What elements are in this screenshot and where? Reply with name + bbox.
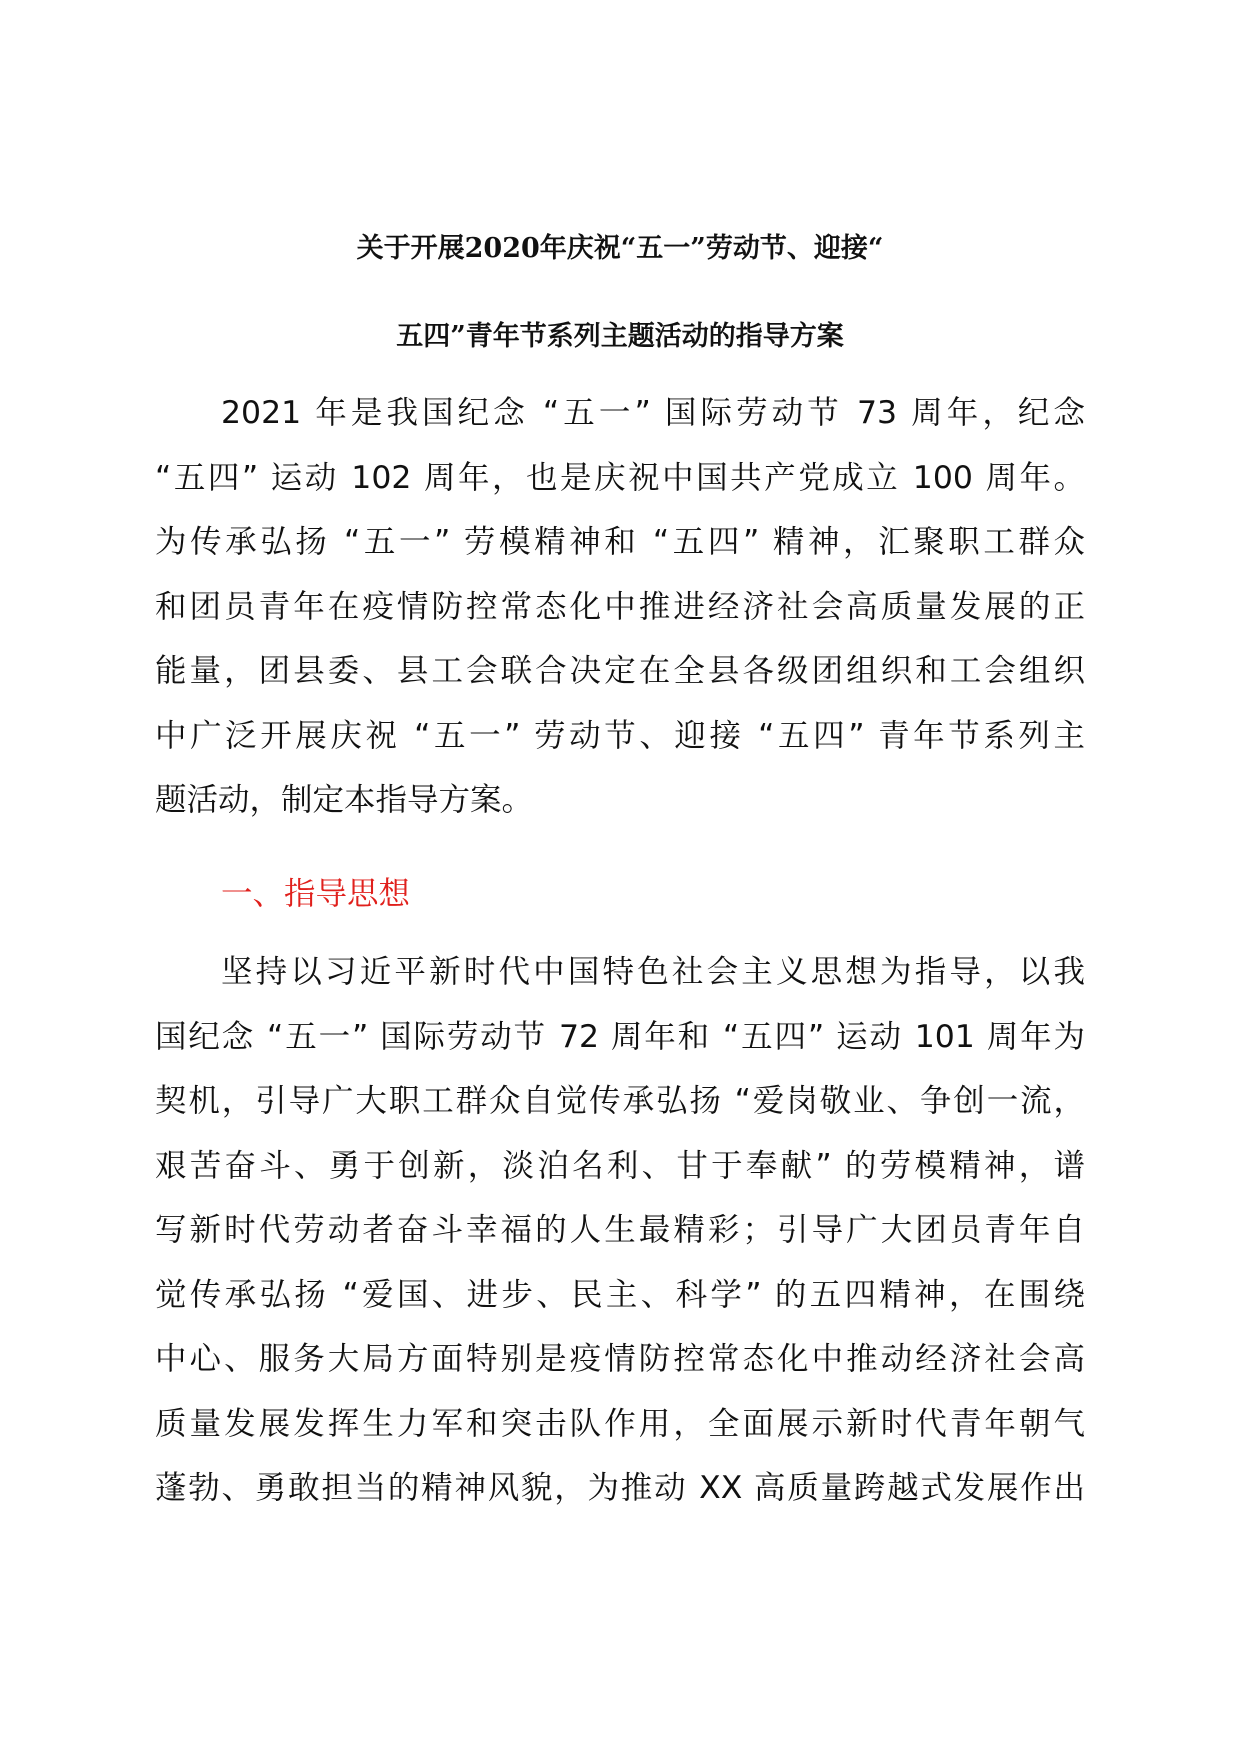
paragraph-line: 为传承弘扬 “五一” 劳模精神和 “五四” 精神，汇聚职工群众	[155, 524, 1085, 560]
paragraph-line: 国纪念 “五一” 国际劳动节 72 周年和 “五四” 运动 101 周年为	[155, 1018, 1085, 1055]
paragraph-line: 和团员青年在疫情防控常态化中推进经济社会高质量发展的正	[155, 588, 1085, 625]
paragraph-intro	[155, 381, 1085, 833]
paragraph-line: 能量，团县委、县工会联合决定在全县各级团组织和工会组织	[155, 653, 1085, 689]
paragraph-line: “五四” 运动 102 周年，也是庆祝中国共产党成立 100 周年。	[155, 459, 1085, 496]
paragraph-guiding-ideology	[155, 940, 1085, 1521]
paragraph-line: 题活动，制定本指导方案。	[155, 782, 534, 818]
document-title-line-1: 关于开展2020年庆祝“五一”劳动节、迎接“	[356, 233, 884, 264]
paragraph-line: 质量发展发挥生力军和突击队作用，全面展示新时代青年朝气	[155, 1405, 1085, 1442]
paragraph-line: 艰苦奋斗、勇于创新，淡泊名利、甘于奉献” 的劳模精神，谱	[155, 1147, 1085, 1184]
paragraph-line: 2021 年是我国纪念 “五一” 国际劳动节 73 周年，纪念	[221, 395, 1085, 431]
paragraph-line: 契机，引导广大职工群众自觉传承弘扬 “爱岗敬业、争创一流，	[155, 1083, 1085, 1119]
paragraph-line: 写新时代劳动者奋斗幸福的人生最精彩；引导广大团员青年自	[155, 1212, 1085, 1248]
paragraph-line: 中广泛开展庆祝 “五一” 劳动节、迎接 “五四” 青年节系列主	[155, 717, 1085, 754]
paragraph-line: 觉传承弘扬 “爱国、进步、民主、科学” 的五四精神，在围绕	[155, 1276, 1085, 1313]
section-heading-guiding-ideology: 一、指导思想	[221, 876, 411, 912]
paragraph-line: 中心、服务大局方面特别是疫情防控常态化中推动经济社会高	[155, 1341, 1085, 1377]
paragraph-line: 坚持以习近平新时代中国特色社会主义思想为指导，以我	[221, 954, 1085, 990]
paragraph-line: 蓬勃、勇敢担当的精神风貌，为推动 XX 高质量跨越式发展作出	[155, 1470, 1085, 1506]
document-title-line-2: 五四”青年节系列主题活动的指导方案	[396, 321, 844, 352]
